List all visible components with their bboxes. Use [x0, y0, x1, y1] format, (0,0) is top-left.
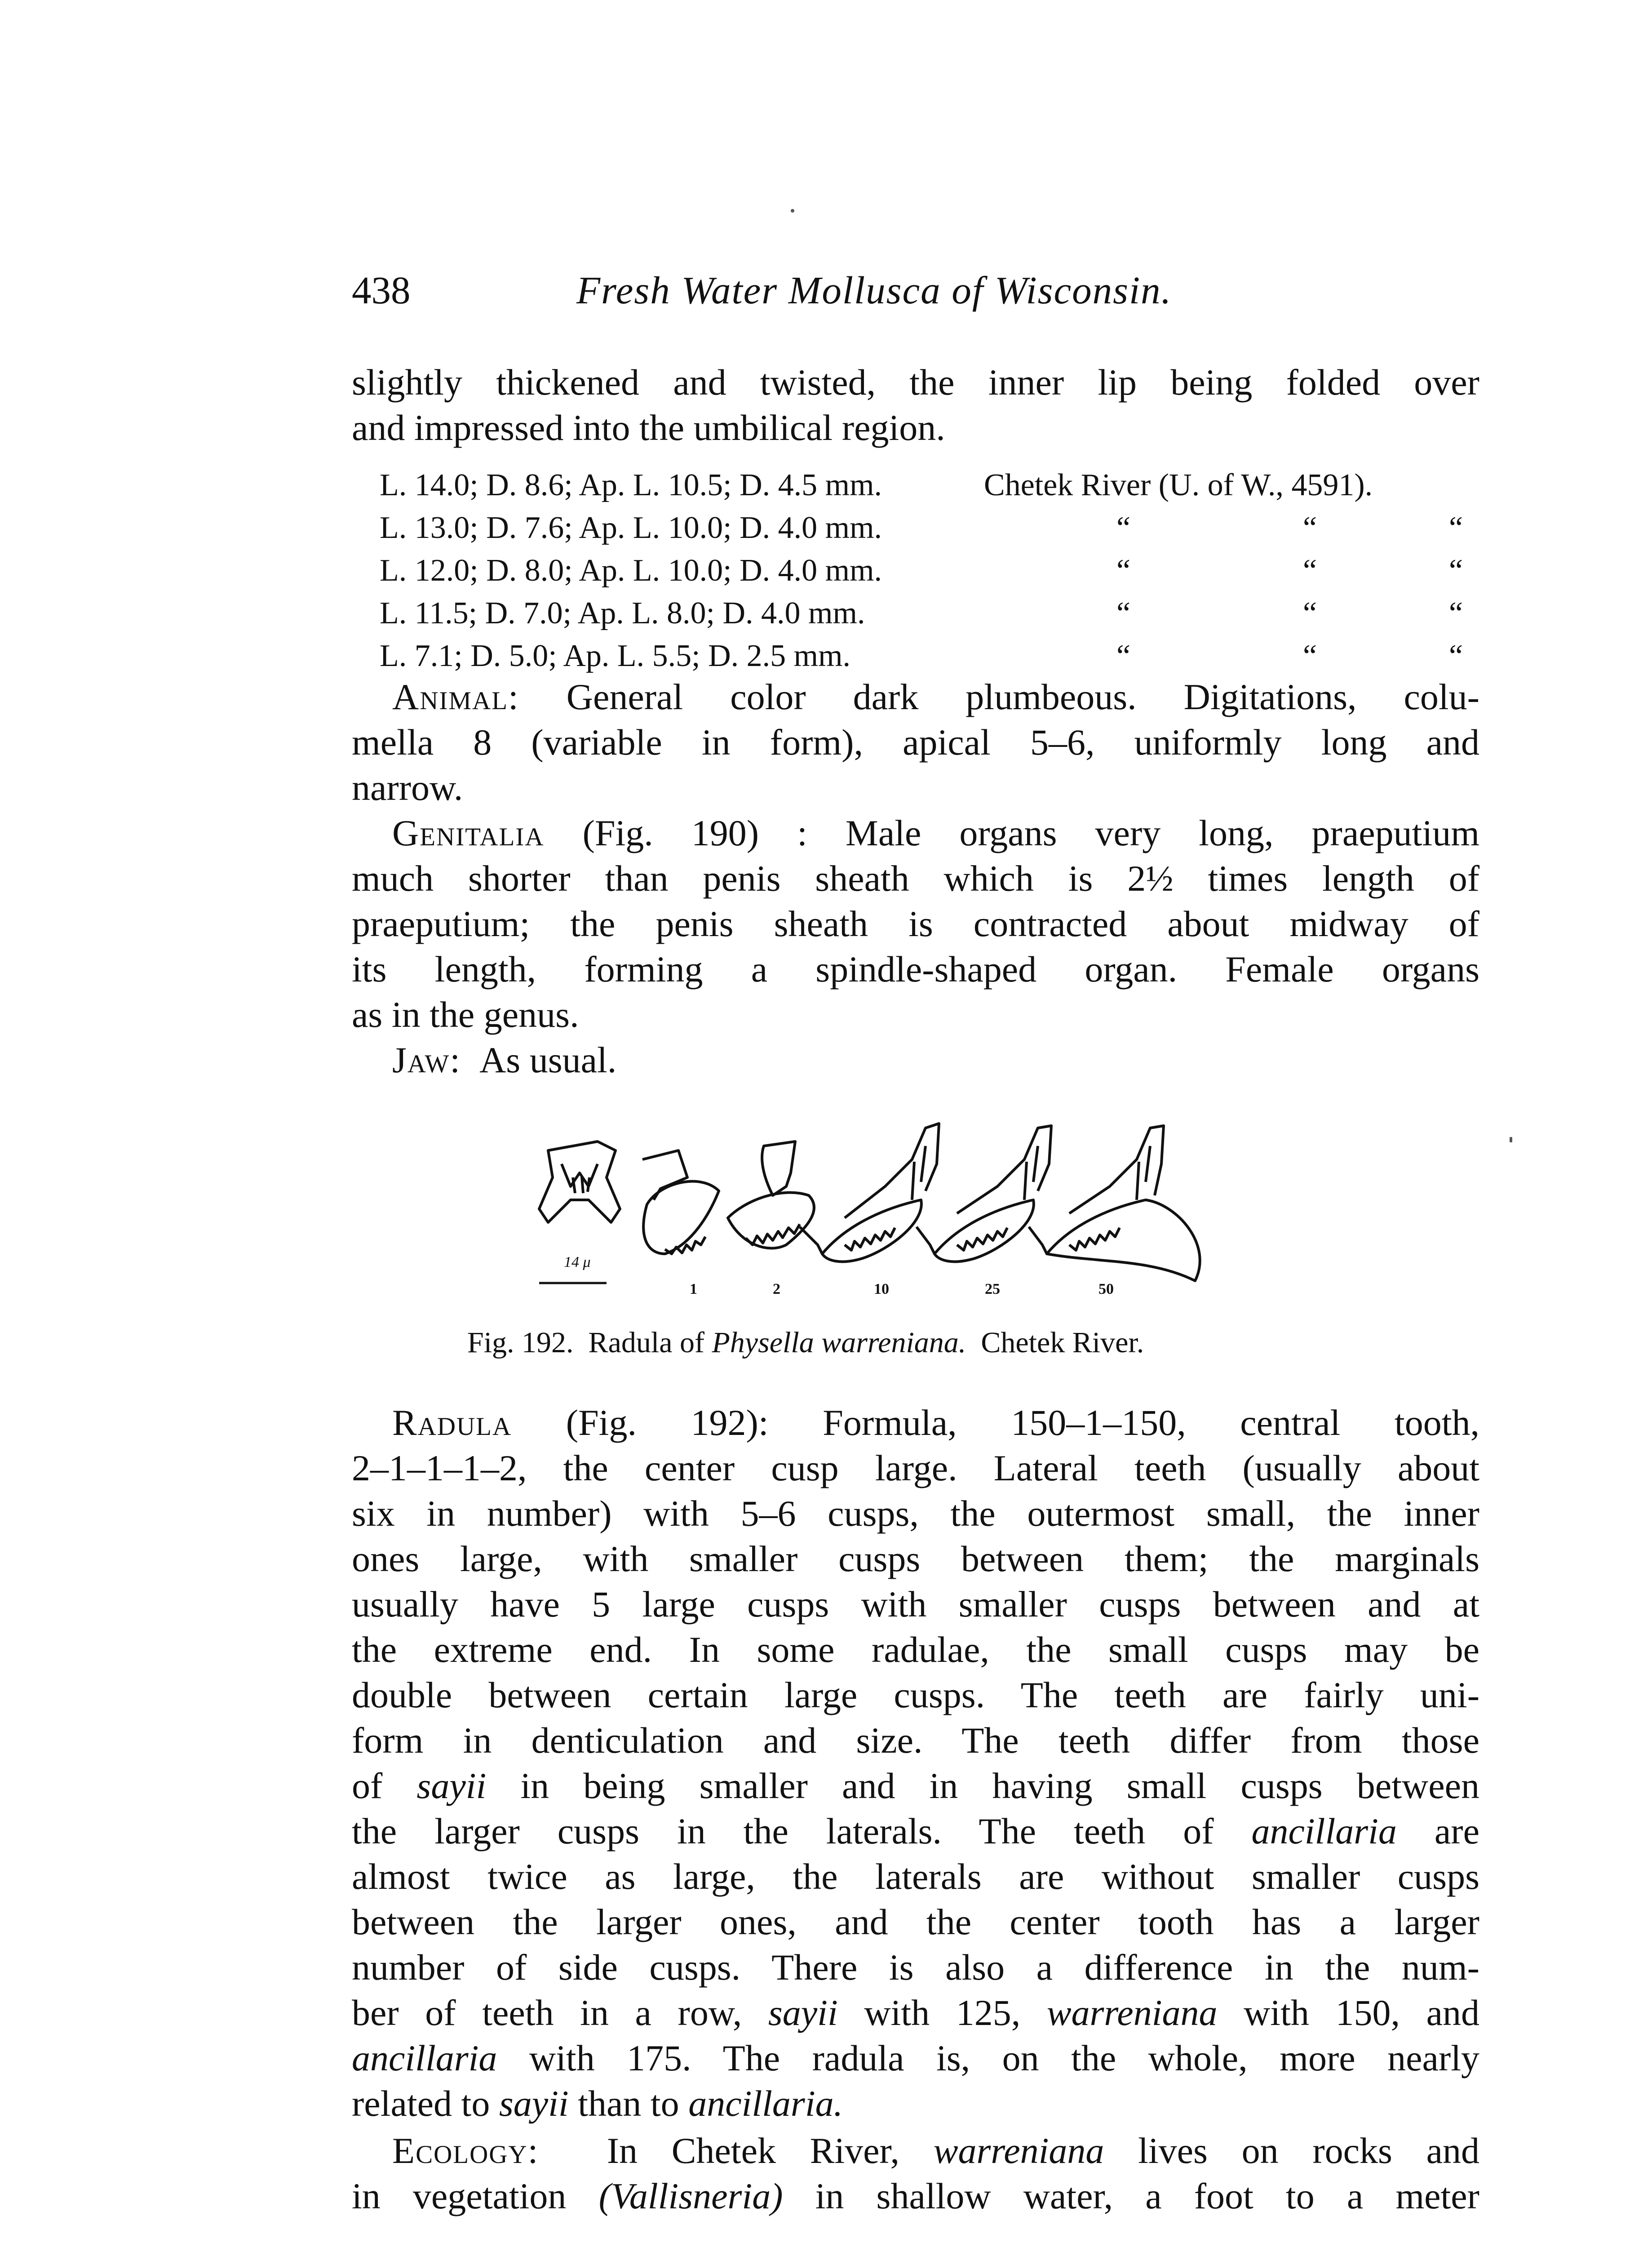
measurement-dims: L. 13.0; D. 7.6; Ap. L. 10.0; D. 4.0 mm. [380, 511, 882, 545]
running-title: Fresh Water Mollusca of Wisconsin. [576, 268, 1172, 312]
tooth-2 [728, 1141, 814, 1248]
page-number: 438 [352, 268, 411, 312]
measurement-dims: L. 7.1; D. 5.0; Ap. L. 5.5; D. 2.5 mm. [380, 639, 851, 673]
text-line: ber of teeth in a row, sayii with 125, warreniana with 150, and [352, 1992, 1479, 2033]
tooth-10 [800, 1124, 939, 1261]
caption-species: Physella warreniana. [712, 1326, 966, 1359]
text-line: form in denticulation and size. The teeth differ from those [352, 1720, 1479, 1761]
ditto-mark: “ [1116, 596, 1131, 631]
ditto-mark: “ [1303, 511, 1317, 545]
ditto-mark: “ [1449, 511, 1463, 545]
radula-paragraph [352, 1400, 1479, 2126]
ditto-mark: “ [1449, 639, 1463, 673]
text-line: of sayii in being smaller and in having small cusps between [352, 1765, 1479, 1806]
text-line: narrow. [352, 767, 463, 808]
measurement-row [380, 595, 1485, 638]
text-line: in vegetation (Vallisneria) in shallow water, a foot to a meter [352, 2176, 1479, 2216]
central-tooth [539, 1141, 620, 1222]
intro-paragraph [352, 360, 1479, 450]
text-line: between the larger ones, and the center tooth has a larger [352, 1901, 1479, 1942]
animal-line: Animal: General color dark plumbeous. Digitations, colu- [392, 676, 1479, 717]
text-line: ancillaria with 175. The radula is, on the whole, more nearly [352, 2038, 1479, 2078]
text-line: as in the genus. [352, 994, 579, 1035]
figure-caption: Fig. 192. Radula of Physella warreniana. Chetek River. [467, 1326, 1144, 1359]
measurement-locality: Chetek River (U. of W., 4591). [984, 468, 1373, 502]
scan-speck [791, 209, 794, 213]
text-line: 2–1–1–1–2, the center cusp large. Lateral teeth (usually about [352, 1448, 1479, 1488]
ditto-mark: “ [1116, 511, 1131, 545]
measurement-dims: L. 12.0; D. 8.0; Ap. L. 10.0; D. 4.0 mm. [380, 553, 882, 588]
ditto-mark: “ [1303, 553, 1317, 588]
text-line: its length, forming a spindle-shaped organ. Female organs [352, 949, 1479, 990]
text-line: slightly thickened and twisted, the inner lip being folded over [352, 362, 1479, 403]
text-line: almost twice as large, the laterals are without smaller cusps [352, 1856, 1479, 1897]
ditto-mark: “ [1449, 553, 1463, 588]
radula-figure [530, 1110, 1361, 1326]
animal-heading: Animal: [392, 676, 519, 717]
jaw-line: Jaw: As usual. [392, 1039, 617, 1080]
text-line: mella 8 (variable in form), apical 5–6, uniformly long and [352, 722, 1479, 763]
text-line: praeputium; the penis sheath is contracted about midway of [352, 903, 1479, 944]
ditto-mark: “ [1303, 639, 1317, 673]
jaw-heading: Jaw: [392, 1039, 461, 1080]
tooth-50 [1029, 1126, 1200, 1281]
tooth-label: 25 [985, 1281, 1000, 1297]
tooth-label: 50 [1098, 1281, 1114, 1297]
radula-line: Radula (Fig. 192): Formula, 150–1–150, central tooth, [392, 1402, 1479, 1443]
radula-drawing [530, 1110, 1361, 1326]
ditto-mark: “ [1116, 639, 1131, 673]
running-header [352, 267, 1493, 317]
radula-heading: Radula [392, 1402, 512, 1443]
text-line: ones large, with smaller cusps between them; the marginals [352, 1538, 1479, 1579]
scan-speck [1510, 1137, 1512, 1142]
text-line: related to sayii than to ancillaria. [352, 2083, 843, 2124]
text-line: and impressed into the umbilical region. [352, 407, 945, 448]
text-line: the larger cusps in the laterals. The teeth of ancillaria are [352, 1811, 1479, 1852]
ditto-mark: “ [1303, 596, 1317, 631]
ecology-heading: Ecology: [392, 2130, 539, 2171]
text-line: double between certain large cusps. The teeth are fairly uni- [352, 1674, 1479, 1715]
measurement-dims: L. 11.5; D. 7.0; Ap. L. 8.0; D. 4.0 mm. [380, 596, 865, 631]
ditto-mark: “ [1449, 596, 1463, 631]
text-line: the extreme end. In some radulae, the small cusps may be [352, 1629, 1479, 1670]
ecology-line: Ecology: In Chetek River, warreniana lives on rocks and [392, 2130, 1480, 2171]
genitalia-heading: Genitalia [392, 813, 545, 853]
text-line: number of side cusps. There is also a difference in the num- [352, 1947, 1479, 1988]
measurement-row [380, 467, 1485, 510]
tooth-label: 1 [690, 1281, 697, 1297]
tooth-label: 10 [874, 1281, 889, 1297]
scale-label: 14 μ [564, 1254, 591, 1270]
measurements-table [380, 467, 1485, 681]
tooth-label: 2 [773, 1281, 780, 1297]
tooth-1 [642, 1150, 719, 1254]
text-line: much shorter than penis sheath which is 2½ times length of [352, 858, 1479, 899]
measurement-row [380, 553, 1485, 595]
measurement-row [380, 510, 1485, 553]
ditto-mark: “ [1116, 553, 1131, 588]
ecology-paragraph [352, 2128, 1479, 2219]
genitalia-line: Genitalia (Fig. 190) : Male organs very long, praeputium [392, 813, 1480, 853]
description-block [352, 674, 1479, 1083]
text-line: six in number) with 5–6 cusps, the outermost small, the inner [352, 1493, 1479, 1534]
text-line: usually have 5 large cusps with smaller cusps between and at [352, 1584, 1479, 1625]
measurement-dims: L. 14.0; D. 8.6; Ap. L. 10.5; D. 4.5 mm. [380, 468, 882, 502]
